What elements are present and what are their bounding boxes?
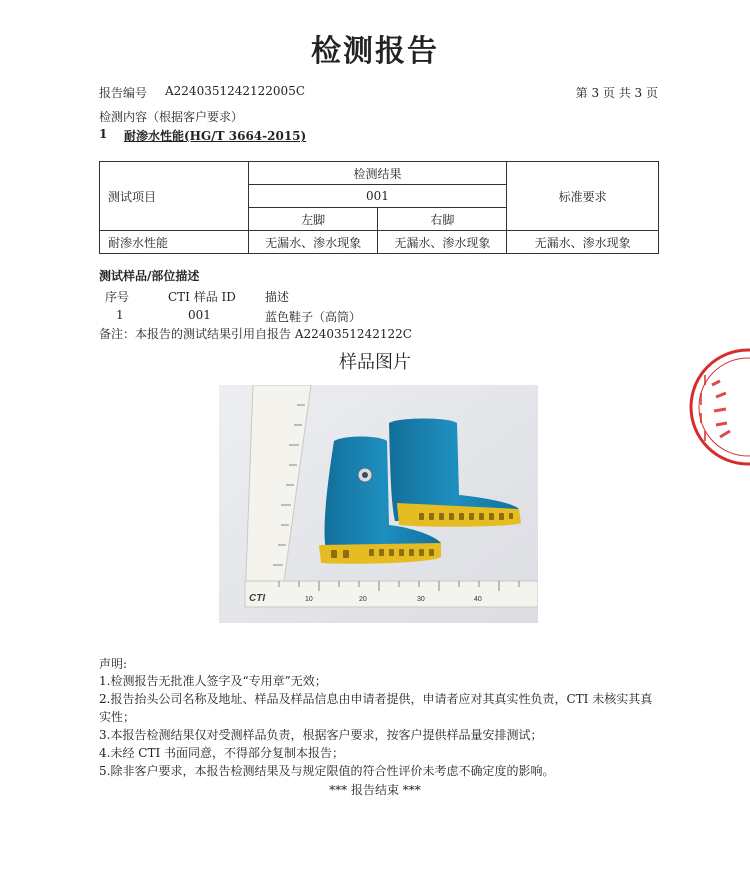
- photo-title: 样品图片: [339, 352, 411, 373]
- ruler-tick-10: 10: [305, 596, 313, 603]
- sample-id: 001: [188, 308, 211, 322]
- declaration-item-4: 4.未经 CTI 书面同意，不得部分复制本报告；: [99, 746, 345, 760]
- row-right-cell: 无漏水、渗水现象: [378, 231, 507, 254]
- sample-seq: 1: [116, 308, 124, 322]
- report-no-label: 报告编号: [99, 86, 148, 100]
- row-item-cell: 耐渗水性能: [100, 231, 249, 254]
- declaration-heading: 声明:: [99, 657, 128, 671]
- col-result-header: 检测结果: [248, 162, 507, 185]
- content-label: 检测内容（根据客户要求）: [99, 110, 244, 124]
- section-no: 1: [99, 127, 108, 141]
- sample-no-cell: 001: [248, 185, 507, 208]
- report-title: 检测报告: [311, 34, 439, 69]
- declaration-item-2: 2.报告抬头公司名称及地址、样品及样品信息由申请者提供，申请者应对其真实性负责，CTI 未核实其真: [99, 692, 653, 706]
- samples-id-header: CTI 样品 ID: [168, 290, 236, 304]
- ruler-tick-40: 40: [474, 596, 482, 603]
- left-foot-header: 左脚: [248, 208, 378, 231]
- report-end: *** 报告结束 ***: [329, 783, 421, 797]
- sample-desc: 蓝色鞋子（高筒）: [265, 310, 362, 324]
- sample-photo: [219, 385, 538, 623]
- right-foot-header: 右脚: [378, 208, 507, 231]
- row-left-cell: 无漏水、渗水现象: [248, 231, 378, 254]
- ruler-tick-30: 30: [417, 596, 425, 603]
- ruler-tick-20: 20: [359, 596, 367, 603]
- samples-desc-header: 描述: [265, 290, 290, 304]
- row-standard-cell: 无漏水、渗水现象: [507, 231, 659, 254]
- page-info: 第 3 页 共 3 页: [575, 86, 658, 100]
- company-seal: [686, 345, 750, 469]
- results-table: [99, 161, 659, 254]
- samples-note: 备注：本报告的测试结果引用自报告 A2240351242122C: [99, 327, 412, 341]
- samples-heading: 测试样品/部位描述: [99, 269, 200, 283]
- col-standard-header: 标准要求: [507, 162, 659, 231]
- declaration-item-1: 1.检测报告无批准人签字及“专用章”无效；: [99, 674, 327, 688]
- section-title: 耐渗水性能(HG/T 3664-2015): [124, 129, 307, 143]
- samples-seq-header: 序号: [105, 290, 130, 304]
- declaration-item-3: 3.本报告检测结果仅对受测样品负责，根据客户要求，按客户提供样品量安排测试；: [99, 728, 543, 742]
- declaration-item-5: 5.除非客户要求，本报告检测结果及与规定限值的符合性评价未考虑不确定度的影响。: [99, 764, 555, 778]
- declaration-item-2-cont: 实性；: [99, 710, 136, 724]
- boots-illustration: [219, 385, 538, 623]
- col-item-header: 测试项目: [100, 162, 249, 231]
- ruler-brand: CTI: [249, 593, 266, 604]
- report-no: A2240351242122005C: [165, 84, 306, 98]
